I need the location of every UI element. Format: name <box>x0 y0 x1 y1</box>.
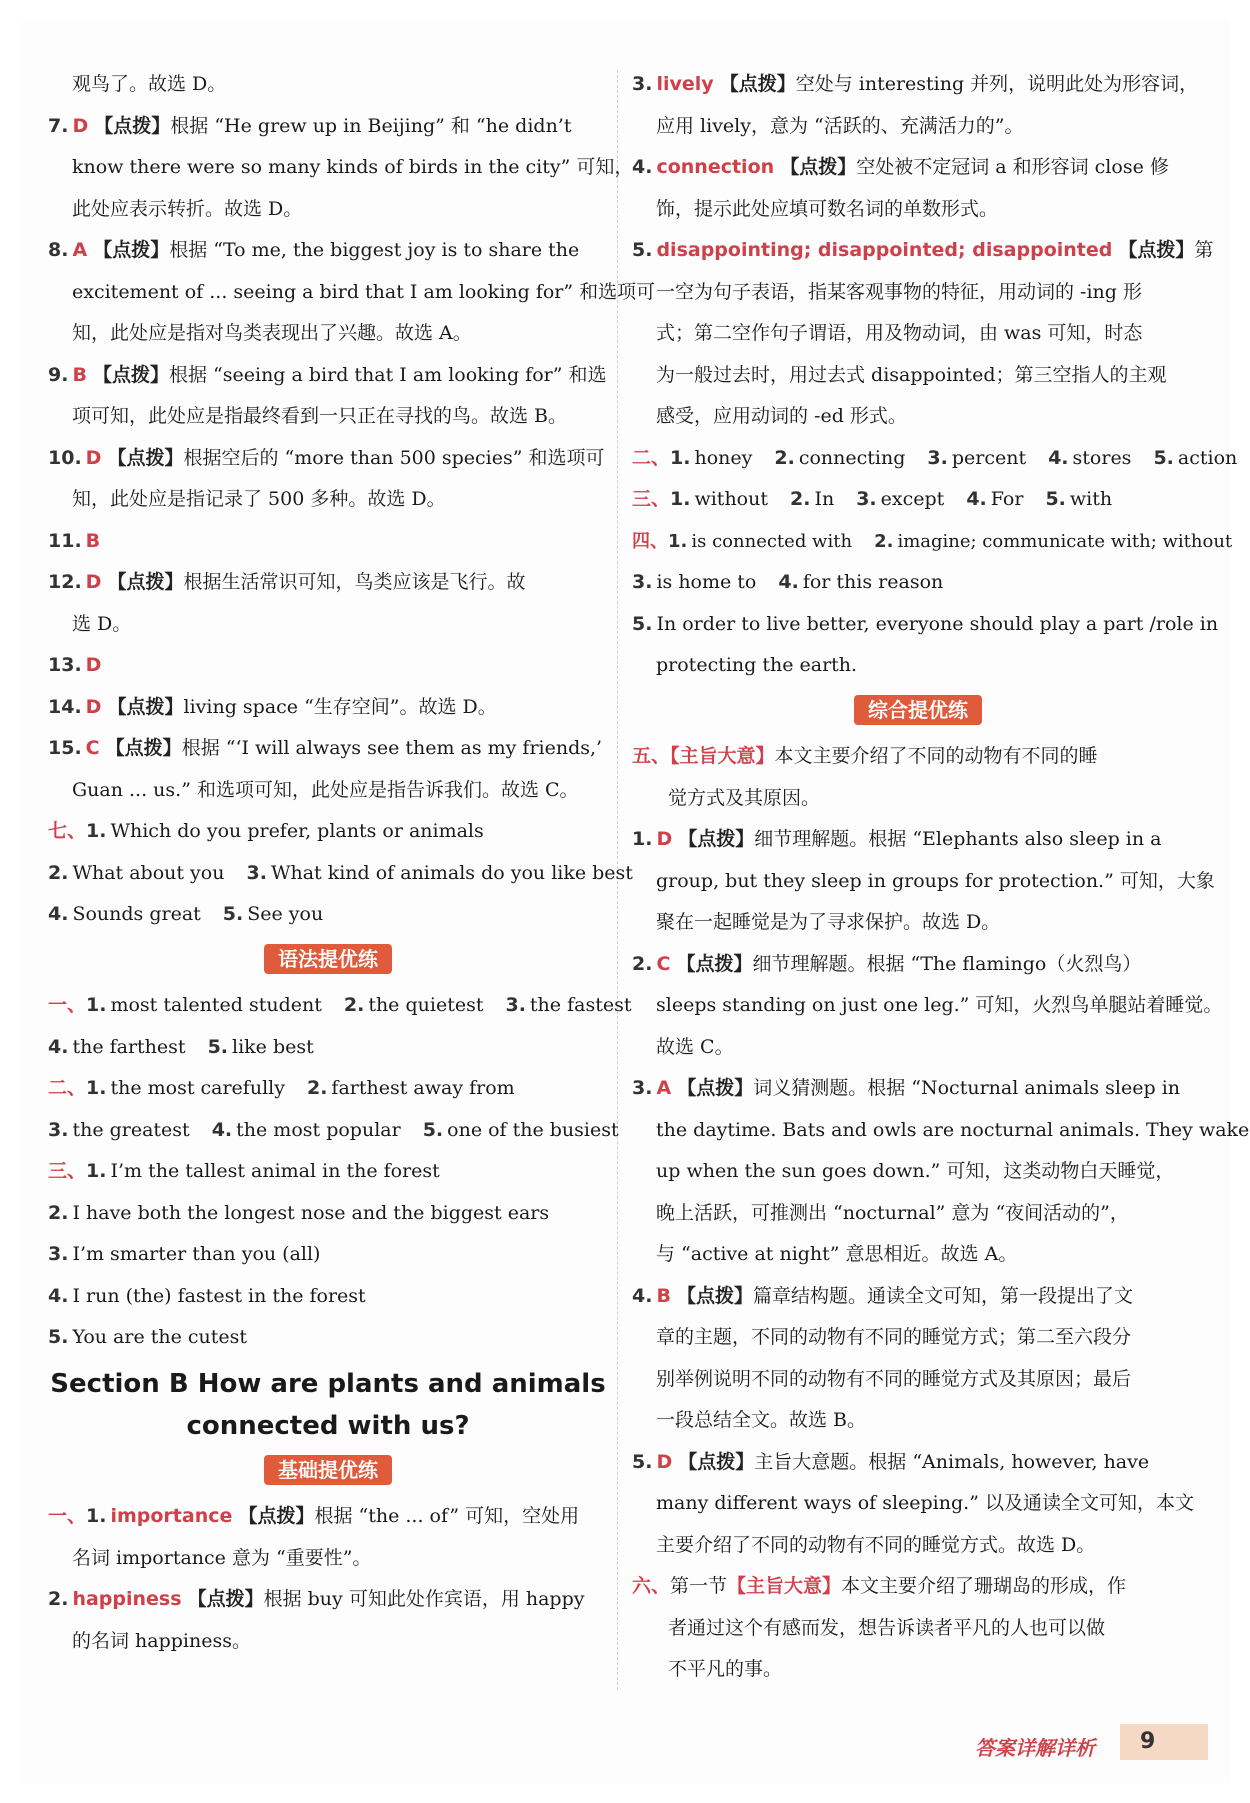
exercise-two: 二、1. honey 2. connecting 3. percent 4. stores 5. action <box>632 446 1238 469</box>
left-column <box>48 64 656 1662</box>
grammar-three: 三、1. I’m the tallest animal in the forest 2. I have both the longest nose and the biggest ears 3. I’m smarter than you (all) 4. I run (the) fastest in the forest 5. You are the cutest <box>48 1160 550 1348</box>
comprehensive-practice-banner: 综合提优练 <box>632 691 1204 733</box>
answer-r4: 4. connection 【点拨】空处被不定冠词 a 和形容词 close 修 饰，提示此处应填可数名词的单数形式。 <box>632 156 1169 220</box>
grammar-one: 一、1. most talented student 2. the quietest 3. the fastest 4. the farthest 5. like best <box>48 994 632 1058</box>
page-number: 9 <box>1120 1724 1208 1760</box>
section-b-title: Section B How are plants and animals connected with us? <box>50 1368 606 1441</box>
answer-q14: 14. D 【点拨】living space “生存空间”。故选 D。 <box>48 695 497 718</box>
answer-page <box>20 20 1250 1783</box>
section-seven: 七、1. Which do you prefer, plants or animals 2. What about you 3. What kind of animals do you like best 4. Sounds great 5. See you <box>48 820 633 925</box>
answer-r5: 5. disappointing; disappointed; disappointed 【点拨】第 一空为句子表语，指某客观事物的特征，用动词的 -ing 形 式；第二空作句子谓语，用及物动词，由 was 可知，时态 为一般过去时，用过去式 disappointed；第三空指人的主观 感受，应用动词的 -ed 形式。 <box>632 239 1214 427</box>
footer-label: 答案详解详析 <box>975 1736 1095 1760</box>
exercise-four: 四、1. is connected with 2. imagine; communicate with; without 3. is home to 4. for this reason 5. In order to live better, everyone should play a part /role in protecting the earth. <box>632 530 1233 676</box>
basic-one: 一、1. importance 【点拨】根据 “the ... of” 可知，空处用 名词 importance 意为 “重要性”。 <box>48 1505 580 1569</box>
comp-answer-4: 4. B 【点拨】篇章结构题。通读全文可知，第一段提出了文 章的主题，不同的动物有不同的睡觉方式；第二至六段分 别举例说明不同的动物有不同的睡觉方式及其原因；最后 一段总结全文。故选 B。 <box>632 1284 1134 1431</box>
answer-r3: 3. lively 【点拨】空处与 interesting 并列，说明此处为形容词， 应用 lively，意为 “活跃的、充满活力的”。 <box>632 73 1199 137</box>
basic-two: 2. happiness 【点拨】根据 buy 可知此处作宾语，用 happy 的名词 happiness。 <box>48 1588 585 1652</box>
answer-q7: 7. D 【点拨】根据 “He grew up in Beijing” 和 “he didn’t know there were so many kinds of birds in the city” 可知， 此处应表示转折。故选 D。 <box>48 114 634 220</box>
right-column <box>632 64 1250 1691</box>
comp-answer-1: 1. D 【点拨】细节理解题。根据 “Elephants also sleep in a group, but they sleep in groups for protection.” 可知，大象 聚在一起睡觉是为了寻求保护。故选 D。 <box>632 828 1215 933</box>
comprehensive-five: 五、【主旨大意】本文主要介绍了不同的动物有不同的睡 觉方式及其原因。 <box>632 745 1098 809</box>
comprehensive-six: 六、第一节【主旨大意】本文主要介绍了珊瑚岛的形成，作 者通过这个有感而发，想告诉读者平凡的人也可以做 不平凡的事。 <box>632 1575 1127 1680</box>
exercise-three: 三、1. without 2. In 3. except 4. For 5. with <box>632 488 1113 510</box>
answer-q8: 8. A 【点拨】根据 “To me, the biggest joy is to share the excitement of ... seeing a bird that I am looking for” 和选项可 知，此处应是指对鸟类表现出了兴趣。故选 A。 <box>48 239 656 344</box>
answer-q9: 9. B 【点拨】根据 “seeing a bird that I am looking for” 和选 项可知，此处应是指最终看到一只正在寻找的鸟。故选 B。 <box>48 363 607 427</box>
answer-q15: 15. C 【点拨】根据 “‘I will always see them as my friends,’ Guan ... us.” 和选项可知，此处应是指告诉我们。故选 C。 <box>48 737 603 801</box>
answer-q11: 11. B <box>48 529 101 552</box>
comp-answer-3: 3. A 【点拨】词义猜测题。根据 “Nocturnal animals sleep in the daytime. Bats and owls are nocturnal animals. They wake up when the sun goes down.” 可知，这类动物白天睡觉， 晚上活跃，可推测出 “nocturnal” 意为 “夜间活动的”， 与 “active at night” 意思相近。故选 A。 <box>632 1077 1250 1265</box>
comp-answer-5: 5. D 【点拨】主旨大意题。根据 “Animals, however, have many different ways of sleeping.” 以及通读全文可知，本文 主要介绍了不同的动物有不同的睡觉方式。故选 D。 <box>632 1450 1194 1556</box>
grammar-two: 二、1. the most carefully 2. farthest away from 3. the greatest 4. the most popular 5. one of the busiest <box>48 1077 619 1141</box>
answer-q13: 13. D <box>48 654 102 676</box>
answer-q10: 10. D 【点拨】根据空后的 “more than 500 species” 和选项可 知，此处应是指记录了 500 多种。故选 D。 <box>48 446 605 510</box>
grammar-practice-banner: 语法提优练 <box>48 940 608 982</box>
text-line: 观鸟了。故选 D。 <box>72 73 227 95</box>
comp-answer-2: 2. C 【点拨】细节理解题。根据 “The flamingo（火烈鸟） sleeps standing on just one leg.” 可知，火烈鸟单腿站着睡觉。 故选 C。 <box>632 952 1223 1058</box>
basic-practice-banner: 基础提优练 <box>48 1451 608 1493</box>
answer-q12: 12. D 【点拨】根据生活常识可知，鸟类应该是飞行。故 选 D。 <box>48 571 526 635</box>
